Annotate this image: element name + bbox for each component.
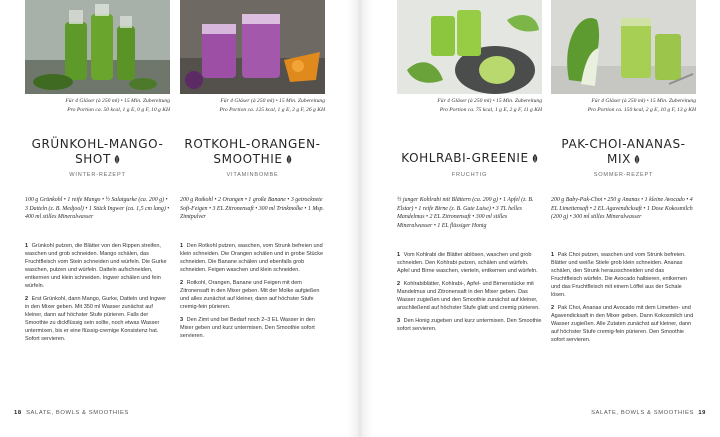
recipe-title: PAK-CHOI-ANANAS- MIX: [561, 137, 686, 166]
step: 1 Grünkohl putzen, die Blätter von den Rippen streifen, waschen und grob schneiden. Mango schälen, das Fruchtfleisch vom Stein schneiden und würfeln. Die Gurke waschen, putzen und würfeln. Datteln aufschneiden, entkernen und klein schneiden. Ingwer schälen und fein würfeln.: [25, 243, 167, 289]
meta-nutrition-line: Pro Portion ca. 75 kcal, 1 g E, 2 g F, 11 g KH: [439, 106, 542, 113]
step: 2 Kohlrabiblätter, Kohlrabi-, Apfel- und Birnenstücke mit Mandelmus und Zitronensaft in den Mixer geben. Das Wasser zugießen und den Smoothie zunächst auf kleiner, anschließend auf höchster Stufe glatt und cremig pürieren.: [397, 281, 540, 311]
ingredients-list: 200 g Baby-Pak-Choi • 250 g Ananas • 1 kleine Avocado • 4 EL Limettensaft • 2 EL Agavendicksaft • 1 Dose Kokosmilch (200 g) • 300 ml stilles Mineralwasser: [551, 197, 693, 221]
leaf-icon: [532, 154, 538, 163]
recipe-meta: [25, 97, 170, 114]
leaf-icon: [114, 155, 120, 164]
preparation-steps: [397, 251, 542, 338]
kohlrabi-greenie-photo: [397, 0, 542, 94]
meta-time-line: Für 4 Gläser (à 250 ml) • 15 Min. Zubereitung: [591, 98, 696, 104]
ingredients-list: ½ junger Kohlrabi mit Blättern (ca. 200 g) • 1 Apfel (z. B. Elstar) • 1 reife Birne (z. B. Gute Luise) • 3 TL helles Mandelmus • 2 EL Zitronensaft • 300 ml stilles Mineralwasser • 1 EL flüssiger Honig: [397, 197, 534, 229]
step: 3 Den Zimt und bei Bedarf noch 2–3 EL Wasser in den Mixer geben und kurz untermixen. Den Smoothie sofort servieren.: [180, 317, 315, 339]
page-number: 19: [698, 410, 706, 416]
ingredients-list: 200 g Rotkohl • 2 Orangen • 1 große Banane • 3 getrocknete Soft-Feigen • 3 EL Zitronensaft • 300 ml Trinkmolke • 1 Msp. Zimtpulver: [180, 197, 324, 221]
page-number: 18: [14, 410, 22, 416]
ingredients-list: 100 g Grünkohl • 1 reife Mango • ½ Salatgurke (ca. 200 g) • 3 Datteln (z. B. Medjool) • 1 Stück Ingwer (ca. 1,5 cm lang) • 400 ml stilles Mineralwasser: [25, 197, 170, 221]
meta-time-line: Für 4 Gläser (à 250 ml) • 15 Min. Zubereitung: [65, 98, 170, 104]
preparation-steps: [551, 251, 696, 349]
recipe-rotkohl: [180, 0, 325, 437]
leaf-icon: [634, 155, 640, 164]
recipe-kohlrabi: [397, 0, 542, 437]
right-page: [373, 0, 720, 437]
page-footer-left: [14, 410, 129, 416]
section-title: SALATE, BOWLS & SMOOTHIES: [591, 410, 694, 416]
recipe-title: ROTKOHL-ORANGEN- SMOOTHIE: [184, 137, 321, 166]
step: 1 Pak Choi putzen, waschen und vom Strunk befreien. Blätter und weiße Stiele grob klein schneiden. Ananas schälen, den Strunk herausschneiden und das Fruchtfleisch würfeln. Die Avocado halbieren, entkernen und das Fruchtfleisch mit einem Löffel aus der Schale lösen.: [551, 252, 687, 298]
recipe-pak-choi: [551, 0, 696, 437]
pak-choi-smoothie-photo: [551, 0, 696, 94]
preparation-steps: [25, 242, 170, 348]
recipe-gruenkohl: [25, 0, 170, 437]
step: 1 Vom Kohlrabi die Blätter ablösen, waschen und grob schneiden. Den Kohlrabi putzen, schälen und würfeln. Apfel und Birne waschen, vierteln, entkernen und würfeln.: [397, 252, 538, 274]
section-title: SALATE, BOWLS & SMOOTHIES: [26, 410, 129, 416]
recipe-subtitle: FRUCHTIG: [451, 172, 488, 178]
meta-nutrition-line: Pro Portion ca. 150 kcal, 2 g E, 10 g F, 13 g KH: [587, 106, 696, 113]
green-smoothie-bottles-photo: [25, 0, 170, 94]
purple-smoothie-glasses-photo: [180, 0, 325, 94]
step: 1 Den Rotkohl putzen, waschen, vom Strunk befreien und klein schneiden. Die Orangen schälen und in grobe Stücke schneiden. Die Banane schälen und ebenfalls grob schneiden. Feigen waschen und klein schneiden.: [180, 243, 324, 273]
recipe-meta: [551, 97, 696, 114]
meta-nutrition-line: Pro Portion ca. 50 kcal, 1 g E, 0 g F, 10 g KH: [67, 106, 170, 113]
recipe-subtitle: VITAMINBOMBE: [226, 172, 279, 178]
book-gutter: [347, 0, 373, 437]
step: 2 Erst Grünkohl, dann Mango, Gurke, Datteln und Ingwer in den Mixer geben. Mit 350 ml Wasser zunächst auf kleiner, dann auf höchster Stufe pürieren. Falls der Smoothie zu dickflüssig sein sollte, noch etwas Wasser untermixen, bis er eine flüssig-cremige Konsistenz hat. Sofort servieren.: [25, 296, 167, 342]
recipe-title: GRÜNKOHL-MANGO- SHOT: [31, 137, 164, 166]
recipe-subtitle: WINTER-REZEPT: [69, 172, 126, 178]
meta-time-line: Für 4 Gläser (à 250 ml) • 15 Min. Zubereitung: [437, 98, 542, 104]
recipe-subtitle: SOMMER-REZEPT: [593, 172, 654, 178]
step: 2 Rotkohl, Orangen, Banane und Feigen mit dem Zitronensaft in den Mixer geben. Mit der Molke aufgießen und alles zunächst auf kleiner, dann auf höchster Stufe cremig-fein pürieren.: [180, 280, 320, 310]
recipe-meta: [180, 97, 325, 114]
leaf-icon: [286, 155, 292, 164]
recipe-title: KOHLRABI-GREENIE: [397, 151, 542, 166]
page-footer-right: [591, 410, 706, 416]
recipe-meta: [397, 97, 542, 114]
step: 2 Pak Choi, Ananas und Avocado mit dem Limetten- und Agavendicksaft in den Mixer geben. Dann Kokosmilch und Wasser zugießen. Alle Zutaten zunächst auf kleiner, dann auf höchster Stufe cremig-fein pürieren. Den Smoothie sofort servieren.: [551, 305, 694, 343]
meta-nutrition-line: Pro Portion ca. 125 kcal, 1 g E, 2 g F, 26 g KH: [219, 106, 325, 113]
step: 3 Den Honig zugeben und kurz untermixen. Den Smoothie sofort servieren.: [397, 318, 542, 332]
meta-time-line: Für 4 Gläser (à 250 ml) • 15 Min. Zubereitung: [220, 98, 325, 104]
left-page: [0, 0, 347, 437]
preparation-steps: [180, 242, 325, 345]
